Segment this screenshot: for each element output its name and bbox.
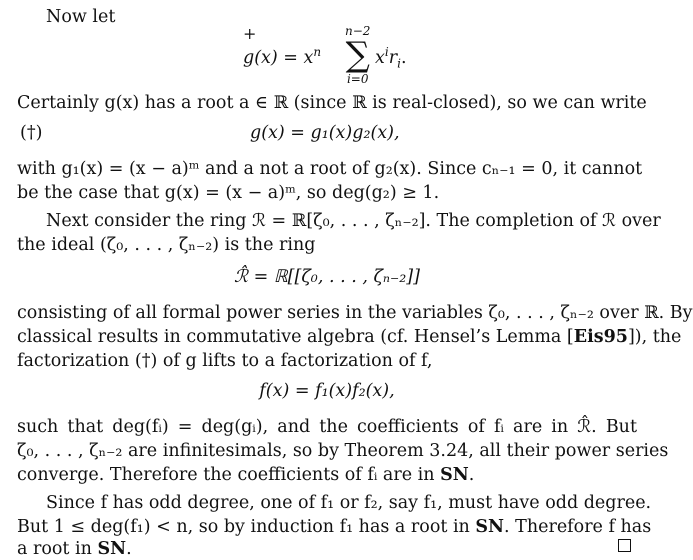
eq-g-term-r: r	[388, 48, 398, 68]
qed-box-icon	[618, 539, 631, 552]
text-the-ideal: the ideal (ζ₀, . . . , ζₙ₋₂) is the ring	[17, 235, 316, 255]
citation-eis95[interactable]: Eis95	[573, 327, 628, 347]
text-converge	[17, 464, 637, 486]
text-classical-a: classical results in commutative algebra (cf. Hensel’s Lemma [	[17, 327, 574, 347]
text-classical-b: ]), the	[627, 327, 682, 347]
eq-g-lhs: g(x) = x	[243, 48, 314, 68]
equation-completion-ring: ℛ̂ = ℝ[[ζ₀, . . . , ζₙ₋₂]]	[234, 267, 420, 287]
eq-g-term-x: x	[375, 48, 385, 68]
text-root-b: .	[126, 539, 132, 559]
equation-factorization: g(x) = g₁(x)g₂(x),	[250, 123, 400, 143]
sigma-glyph: ∑	[345, 35, 370, 75]
eq-g-exp: n	[313, 45, 322, 60]
text-induction-b: . Therefore f has	[504, 517, 652, 537]
text-induction	[17, 516, 652, 538]
eq-g-term-exp: i	[384, 45, 389, 60]
text-root-a: a root in	[17, 539, 98, 559]
text-such-that: such that deg(fᵢ) = deg(gᵢ), and the coefficients of fᵢ are in ℛ̂. But	[17, 417, 637, 437]
symbol-sn: SN	[97, 539, 127, 559]
eq-g-period: .	[400, 48, 407, 68]
text-infinitesimals: ζ₀, . . . , ζₙ₋₂ are infinitesimals, so by Theorem 3.24, all their power series	[17, 441, 669, 461]
text-consisting: consisting of all formal power series in the variables ζ₀, . . . , ζₙ₋₂ over ℝ. By	[17, 303, 693, 323]
text-cannot-be: be the case that g(x) = (x − a)ᵐ, so deg(g₂) ≥ 1.	[17, 183, 440, 203]
summation-symbol	[345, 24, 370, 86]
text-factorization-lifts: factorization (†) of g lifts to a factorization of f,	[17, 351, 433, 371]
eq-g-plus: +	[243, 24, 257, 43]
text-converge-a: converge. Therefore the coefficients of fᵢ are in	[17, 465, 441, 485]
equation-tag-dagger: (†)	[20, 123, 43, 143]
text-next-consider: Next consider the ring ℛ = ℝ[ζ₀, . . . , ζₙ₋₂]. The completion of ℛ over	[46, 211, 661, 231]
sum-upper-limit: n−2	[345, 24, 371, 38]
symbol-sn: SN	[475, 517, 505, 537]
symbol-sn: SN	[440, 465, 469, 485]
equation-f-factorization: f(x) = f₁(x)f₂(x),	[259, 381, 395, 401]
text-induction-a: But 1 ≤ deg(f₁) < n, so by induction f₁ has a root in	[17, 517, 476, 537]
text-certainly: Certainly g(x) has a root a ∈ ℝ (since ℝ is real-closed), so we can write	[17, 93, 647, 113]
eq-g-term-sub: i	[397, 56, 401, 71]
text-now-let: Now let	[46, 7, 116, 27]
text-classical-results	[17, 326, 682, 348]
text-with-g1: with g₁(x) = (x − a)ᵐ and a not a root of g₂(x). Since cₙ₋₁ = 0, it cannot	[17, 159, 643, 179]
sum-lower-limit: i=0	[346, 72, 369, 86]
equation-g-definition	[243, 24, 443, 94]
text-odd-degree: Since f has odd degree, one of f₁ or f₂, say f₁, must have odd degree.	[46, 493, 652, 513]
text-root-in-sn	[17, 538, 637, 560]
text-converge-b: .	[468, 465, 475, 485]
